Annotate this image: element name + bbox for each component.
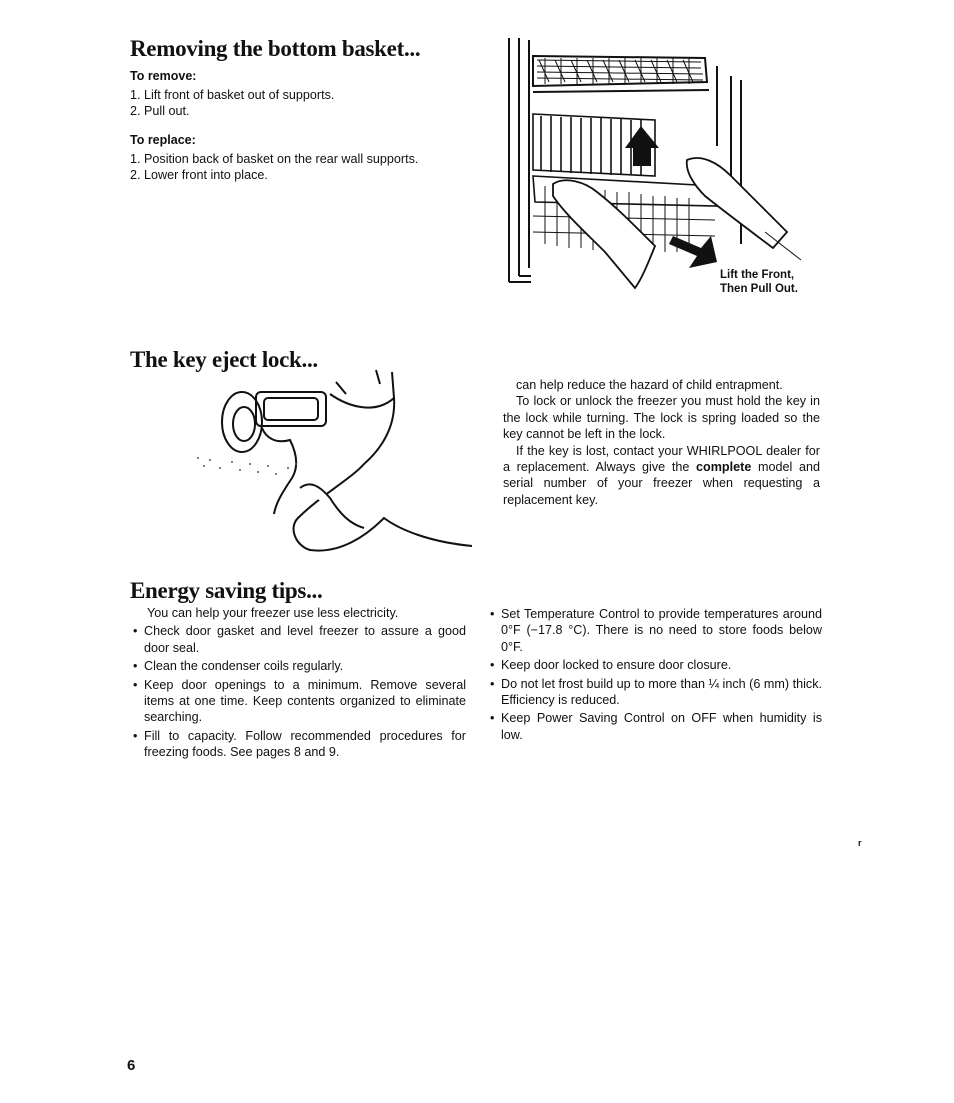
energy-tip: • Keep door locked to ensure door closure. (490, 657, 822, 673)
lock-section-title: The key eject lock... (130, 347, 318, 372)
page-number: 6 (127, 1057, 136, 1074)
energy-tip: • Fill to capacity. Follow recommended procedures for freezing foods. See pages 8 and 9. (133, 728, 466, 761)
energy-section-title: Energy saving tips... (130, 578, 323, 603)
energy-tip: • Keep door openings to a minimum. Remove several items at one time. Keep contents organized to eliminate searching. (133, 677, 466, 726)
energy-tip: • Check door gasket and level freezer to assure a good door seal. (133, 623, 466, 656)
energy-right-column (490, 606, 822, 745)
remove-step: 2. Pull out. (130, 104, 190, 119)
lock-paragraph-3-bold: complete (696, 460, 752, 475)
lock-paragraph-3 (503, 443, 820, 509)
replace-heading: To replace: (130, 133, 196, 147)
key-lock-illustration (180, 368, 476, 560)
remove-steps (130, 87, 334, 120)
lock-paragraph-2: To lock or unlock the freezer you must hold the key in the lock while turning. The lock is spring loaded so the key cannot be left in the lock. (503, 394, 820, 442)
lock-paragraph-3-end: model and serial number of your freezer when requesting a replacement key. (503, 460, 821, 507)
energy-tip: • Set Temperature Control to provide temperatures around 0°F (−17.8 °C). There is no need to store foods below 0°F. (490, 606, 822, 655)
replace-step: 1. Position back of basket on the rear wall supports. (130, 152, 419, 166)
lock-text (503, 377, 820, 508)
caption-line-2: Then Pull Out. (720, 282, 798, 295)
basket-section-title: Removing the bottom basket... (130, 36, 421, 61)
energy-tip: • Clean the condenser coils regularly. (133, 658, 466, 674)
lock-paragraph-3-start: If the key is lost, contact your WHIRLPOOL dealer for a replacement. Always give the (503, 443, 820, 475)
energy-tip: • Keep Power Saving Control on OFF when humidity is low. (490, 710, 822, 743)
basket-removal-illustration (505, 36, 805, 296)
energy-tip: • Do not let frost build up to more than ¼ inch (6 mm) thick. Efficiency is reduced. (490, 676, 822, 709)
remove-heading: To remove: (130, 69, 197, 83)
lock-paragraph-1: can help reduce the hazard of child entrapment. (516, 378, 783, 392)
energy-left-column (133, 605, 466, 763)
illustration-caption (720, 269, 798, 296)
replace-step: 2. Lower front into place. (130, 168, 268, 183)
stray-mark: r (858, 838, 862, 848)
energy-intro: You can help your freezer use less electricity. (147, 606, 399, 620)
replace-steps (130, 151, 418, 184)
remove-step: 1. Lift front of basket out of supports. (130, 88, 335, 102)
caption-line-1: Lift the Front, (720, 269, 795, 281)
